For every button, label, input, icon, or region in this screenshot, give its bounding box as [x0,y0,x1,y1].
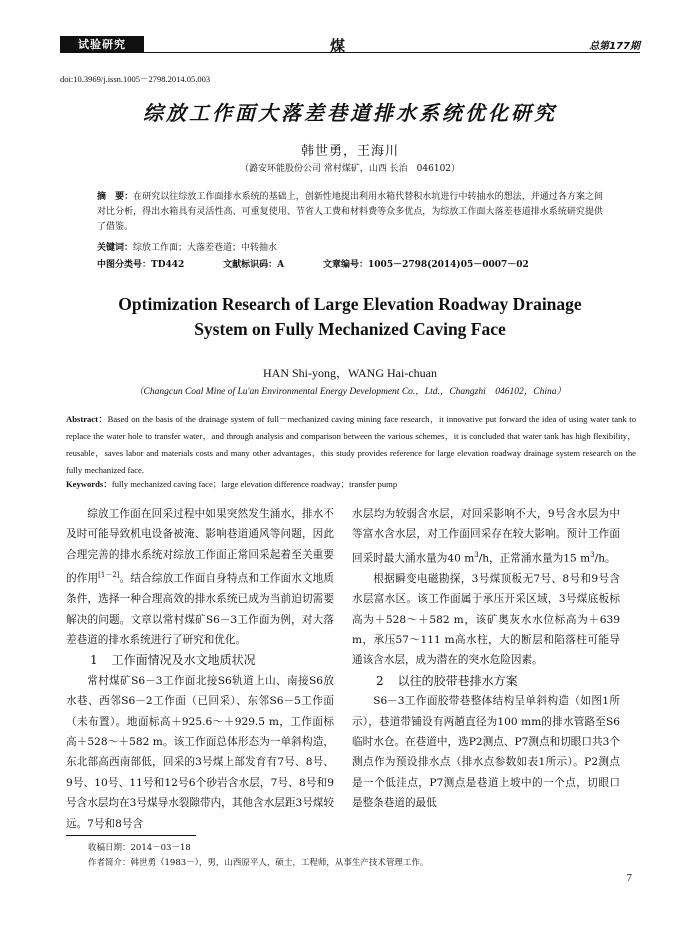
abstract-cn-text: 在研究以往综放工作面排水系统的基础上，创新性地提出利用水箱代替积水坑进行中转抽水的想法，并通过各方案之间对比分析，得出水箱具有灵活性高、可重复使用、节省人工费和材料费等众多优点，为综放工作面大落差巷道排水系统研究提供了借鉴。 [97,192,603,232]
issue-number: 总第177期 [589,41,640,52]
right-paragraph-1 [352,504,620,569]
right-text-c: /h。 [594,552,616,565]
body-column-left [66,504,334,834]
title-cn: 综放工作面大落差巷道排水系统优化研究 [143,101,557,125]
section-1-number: 1 [90,653,98,668]
page-number: 7 [626,872,632,884]
keywords-en-label: Keywords： [66,479,112,489]
section-2-paragraph: S6－3工作面胶带巷整体结构呈单斜构造（如图1所示），巷道带铺设有两趟直径为100 mm的排水管路至S6临时水仓。在巷道中，选P2测点、P7测点和切眼口共3个测点作为预设排水点（排水点参数如表1所示）。P2测点是一个低洼点，P7测点是巷道上坡中的一个点，切眼口是整条巷道的最低 [352,695,620,810]
abstract-cn [97,190,603,235]
title-en [60,292,640,342]
section-2-title: 以往的胶带巷排水方案 [397,673,518,688]
keywords-cn [97,240,277,253]
clc-number: 中图分类号：TD442 [97,260,185,270]
section-2-number: 2 [376,673,384,688]
abstract-cn-label: 摘 要： [97,192,134,202]
section-1-heading [66,650,334,670]
section-2-heading [352,671,620,691]
superscript-3a: 3 [474,550,479,559]
abstract-en-text: Based on the basis of the drainage system of full－mechanized caving mining face research，it innovative put forward the idea of using water tank to replace the water hole to transfer water，and through analysis and comparison between the various schemes，it is concluded that water tank has high flexibility，reusable，saves labor and materials costs and many other advantages，this study provides reference for large elevation roadway drainage system research on the fully mechanized face. [66,414,636,475]
footnote-bio: 作者简介：韩世勇（1983－），男，山西原平人，硕士，工程师，从事生产技术管理工作。 [88,858,429,868]
keywords-en-text: fully mechanized caving face；large elevation difference roadway；transfer pump [111,479,398,489]
authors-en: HAN Shi-yong，WANG Hai-chuan [263,366,437,380]
section-1-paragraph: 常村煤矿S6－3工作面北接S6轨道上山、南接S6放水巷、西邻S6－2工作面（已回采）、东邻S6－5工作面（未布置）。地面标高＋925.6～＋929.5 m，工作面标高＋528～＋582 m。该工作面总体形态为一单斜构造，东北部高西南部低，回采的3号煤上部发育有7号、8号、9号、10号、11号和12号6个砂岩含水层，7号、8号和9号含水层均在3号煤导水裂隙带内，其他含水层距3号煤较远。7号和8号含 [66,674,334,830]
footnote-rule [66,835,196,836]
section-1-title: 工作面情况及水文地质状况 [111,653,256,668]
keywords-cn-text: 综放工作面；大落差巷道；中转抽水 [133,243,278,253]
keywords-cn-label: 关键词： [97,243,134,253]
authors-cn: 韩世勇，王海川 [300,144,399,159]
intro-paragraph [66,504,334,650]
superscript-3b: 3 [590,550,595,559]
abstract-en [66,411,636,479]
doi: doi:10.3969/j.issn.1005－2798.2014.05.003 [60,74,211,84]
title-en-line2: System on Fully Mechanized Caving Face [194,319,506,339]
citation: [1－2] [98,571,120,580]
affiliation-en: （Changcun Coal Mine of Lu'an Environmental Energy Development Co.，Ltd.，Changzhi 046102，China） [134,387,566,397]
right-text-b: /h，正常涌水量为15 m [478,552,591,565]
journal-logo: 煤 [330,37,346,55]
keywords-en [66,478,397,490]
right-paragraph-2: 根据瞬变电磁勘探，3号煤顶板无7号、8号和9号含水层富水区。该工作面属于承压开采区域，3号煤底板标高为＋528～＋582 m，该矿奥灰水水位标高为＋639 m，承压57～111 m高水柱，大的断层和陷落柱可能导通该含水层，成为潜在的突水危险因素。 [352,572,620,667]
document-code: 文献标识码：A [223,260,285,270]
right-text-a: 水层均为较弱含水层，对回采影响不大，9号含水层为中等富水含水层，对工作面回采存在较大影响。预计工作面回采时最大涌水量为40 m [352,508,620,565]
body-column-right [352,504,620,814]
article-number: 文章编号：1005－2798(2014)05－0007－02 [323,260,529,270]
footnote-received: 收稿日期：2014－03－18 [88,843,191,853]
section-tag: 试验研究 [60,36,144,53]
intro-text-b: 。结合综放工作面自身特点和工作面水文地质条件，选择一种合理高效的排水系统已成为当前迫切需要解决的问题。文章以常村煤矿S6－3工作面为例，对大落差巷道的排水系统进行了研究和优化。 [66,572,335,646]
classification-row [97,257,565,270]
title-en-line1: Optimization Research of Large Elevation Roadway Drainage [118,294,582,314]
abstract-en-label: Abstract： [66,414,108,424]
affiliation-cn: （潞安环能股份公司 常村煤矿，山西 长治 046102） [239,164,461,174]
header-rule [60,52,640,53]
intro-text-a: 综放工作面在回采过程中如果突然发生涌水，排水不及时可能导致机电设备被淹、影响巷道通风等问题，因此合理完善的排水系统对综放工作面正常回采起着至关重要的作用 [66,508,334,585]
